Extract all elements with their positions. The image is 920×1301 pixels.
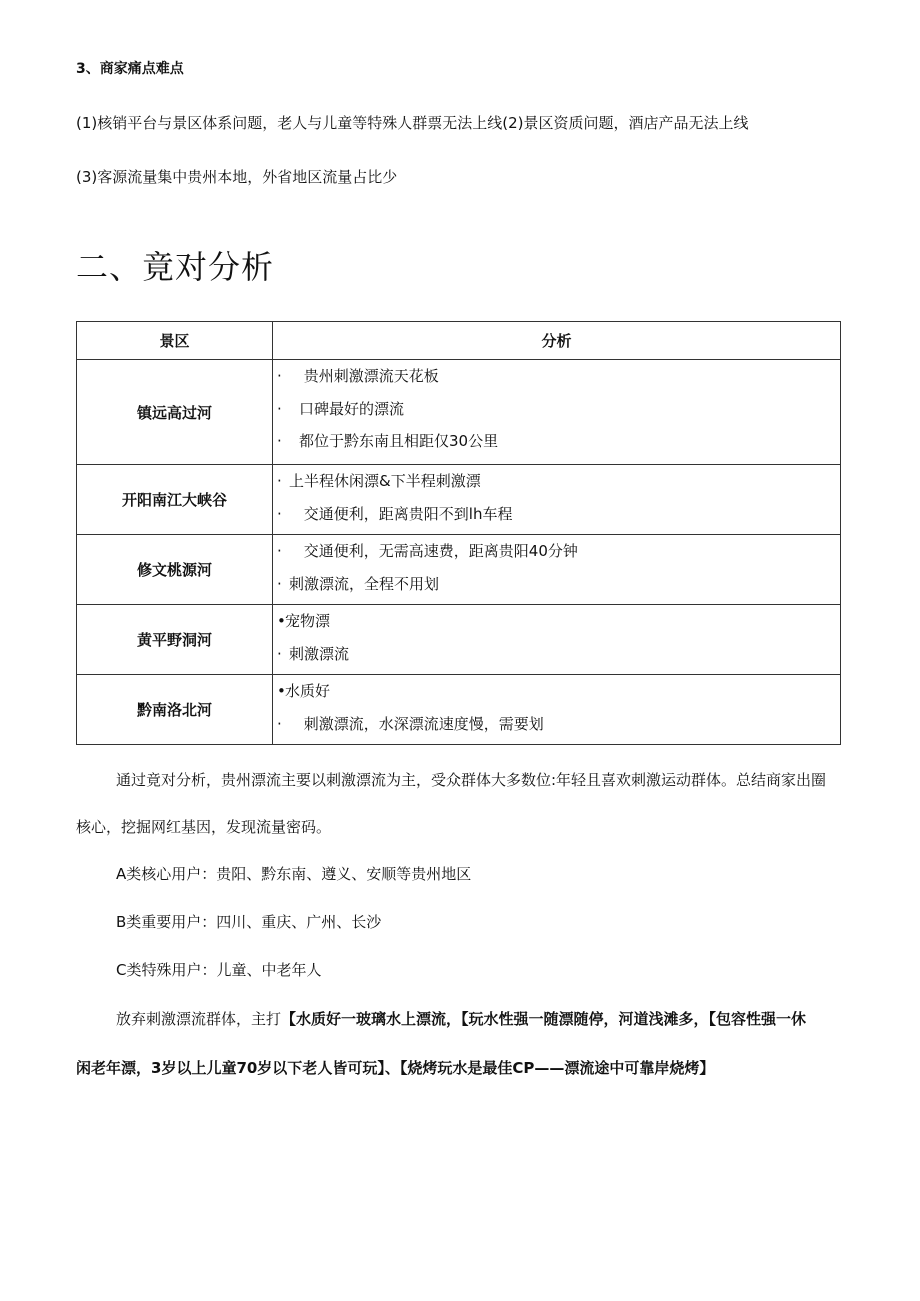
section-heading-pain-points: 3、商家痛点难点 — [76, 61, 184, 77]
summary-line-1: 通过竟对分析，贵州漂流主要以刺激漂流为主，受众群体大多数位:年轻且喜欢刺激运动群体。总结商家出圈 — [116, 771, 827, 789]
strategy-line-1 — [116, 1008, 806, 1029]
analysis-point: · 刺激漂流，全程不用划 — [277, 574, 440, 593]
analysis-point: •水质好 — [277, 682, 331, 700]
analysis-cell — [273, 605, 841, 675]
user-segment-a: A类核心用户：贵阳、黔东南、遵义、安顺等贵州地区 — [116, 865, 472, 883]
analysis-point: · 交通便利，距离贵阳不到lh车程 — [277, 504, 513, 523]
analysis-cell — [273, 465, 841, 535]
user-segment-c: C类特殊用户：儿童、中老年人 — [116, 961, 322, 979]
analysis-point: · 交通便利，无需高速费，距离贵阳40分钟 — [277, 542, 578, 560]
analysis-point: · 口碑最好的漂流 — [277, 399, 405, 418]
strategy-line-2: 闲老年漂，3岁以上儿童70岁以下老人皆可玩】、【烧烤玩水是最佳CP——漂流途中可靠岸烧烤】 — [76, 1059, 715, 1077]
analysis-cell — [273, 360, 841, 465]
table-row — [77, 605, 841, 675]
column-header-analysis: 分析 — [273, 322, 841, 360]
table-header-row — [77, 322, 841, 360]
competitor-table — [76, 321, 841, 745]
scenic-name: 开阳南江大峡谷 — [77, 465, 273, 535]
analysis-point: · 上半程休闲漂&下半程刺激漂 — [277, 472, 481, 490]
scenic-name: 修文桃源河 — [77, 535, 273, 605]
analysis-point: · 刺激漂流，水深漂流速度慢，需要划 — [277, 714, 544, 733]
scenic-name: 黄平野洞河 — [77, 605, 273, 675]
strategy-highlight: 【水质好一玻璃水上漂流，【玩水性强一随漂随停，河道浅滩多，【包容性强一休 — [281, 1010, 807, 1028]
analysis-point: · 都位于黔东南且相距仅30公里 — [277, 432, 499, 450]
pain-point-2: (3)客源流量集中贵州本地，外省地区流量占比少 — [76, 168, 398, 186]
analysis-point: · 刺激漂流 — [277, 644, 350, 663]
analysis-cell — [273, 535, 841, 605]
table-row — [77, 360, 841, 465]
summary-line-2: 核心，挖掘网红基因，发现流量密码。 — [76, 818, 332, 836]
strategy-prefix: 放弃刺激漂流群体，主打 — [116, 1010, 282, 1028]
user-segment-b: B类重要用户：四川、重庆、广州、长沙 — [116, 913, 382, 931]
section-heading-competitor-analysis: 二、竟对分析 — [76, 248, 275, 286]
analysis-point: •宠物漂 — [277, 612, 331, 630]
analysis-point: · 贵州刺激漂流天花板 — [277, 367, 439, 385]
column-header-scenic: 景区 — [77, 322, 273, 360]
table-row — [77, 465, 841, 535]
analysis-cell — [273, 675, 841, 745]
scenic-name: 镇远高过河 — [77, 360, 273, 465]
table-row — [77, 675, 841, 745]
table-row — [77, 535, 841, 605]
scenic-name: 黔南洛北河 — [77, 675, 273, 745]
pain-point-1: (1)核销平台与景区体系问题，老人与儿童等特殊人群票无法上线(2)景区资质问题，酒店产品无法上线 — [76, 114, 749, 132]
